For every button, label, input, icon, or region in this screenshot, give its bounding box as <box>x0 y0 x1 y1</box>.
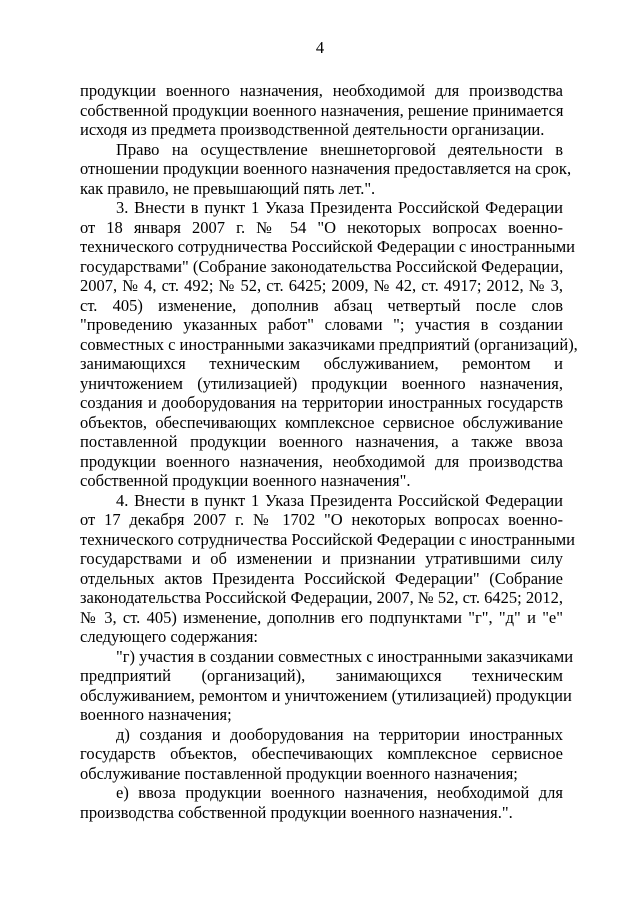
text-line: от 17 декабря 2007 г. № 1702 "О некоторых вопросах военно- <box>80 510 563 529</box>
text-line: совместных с иностранными заказчиками предприятий (организаций), <box>80 334 578 354</box>
text-line: предприятий (организаций), занимающихся техническим <box>80 666 563 685</box>
text-line: отношении продукции военного назначения предоставляется на срок, <box>80 159 572 178</box>
text-line: военного назначения; <box>80 705 232 724</box>
text-line: как правило, не превышающий пять лет.". <box>80 178 376 198</box>
text-line: государствами" (Собрание законодательства Российской Федерации, <box>80 256 564 276</box>
text-line: собственной продукции военного назначения". <box>80 471 411 490</box>
text-line: государствами и об изменении и признании утратившими силу <box>80 549 563 568</box>
text-line: е) ввоза продукции военного назначения, необходимой для <box>116 783 563 802</box>
text-line: следующего содержания: <box>80 627 259 646</box>
text-line: обслуживание поставленной продукции военного назначения; <box>80 763 518 783</box>
text-line: от 18 января 2007 г. № 54 "О некоторых вопросах военно- <box>80 217 563 237</box>
text-line: уничтожением (утилизацией) продукции военного назначения, <box>80 373 563 393</box>
text-line: д) создания и дооборудования на территории иностранных <box>116 724 563 744</box>
text-line: № 3, ст. 405) изменение, дополнив его подпунктами "г", "д" и "е" <box>80 607 563 627</box>
text-line: обслуживанием, ремонтом и уничтожением (утилизацией) продукции <box>80 685 572 705</box>
text-line: 4. Внести в пункт 1 Указа Президента Российской Федерации <box>116 490 563 510</box>
page-number: 4 <box>315 38 325 57</box>
text-line: технического сотрудничества Российской Федерации с иностранными <box>80 529 575 549</box>
text-line: отдельных актов Президента Российской Федерации" (Собрание <box>80 568 563 588</box>
text-line: собственной продукции военного назначения, решение принимается <box>80 100 564 120</box>
text-line: государств объектов, обеспечивающих комплексное сервисное <box>80 744 563 763</box>
text-line: 2007, № 4, ст. 492; № 52, ст. 6425; 2009, № 42, ст. 4917; 2012, № 3, <box>80 276 563 295</box>
text-line: продукции военного назначения, необходимой для производства <box>80 451 563 471</box>
text-line: ст. 405) изменение, дополнив абзац четвертый после слов <box>80 295 563 315</box>
text-line: Право на осуществление внешнеторговой деятельности в <box>116 139 563 159</box>
text-line: 3. Внести в пункт 1 Указа Президента Российской Федерации <box>116 198 563 217</box>
text-line: занимающихся техническим обслуживанием, ремонтом и <box>80 354 563 373</box>
text-line: объектов, обеспечивающих комплексное сервисное обслуживание <box>80 412 563 432</box>
text-line: законодательства Российской Федерации, 2007, № 52, ст. 6425; 2012, <box>80 588 563 607</box>
text-line: продукции военного назначения, необходимой для производства <box>80 81 563 100</box>
text-line: "г) участия в создании совместных с иностранными заказчиками <box>116 646 574 666</box>
text-line: технического сотрудничества Российской Федерации с иностранными <box>80 237 575 256</box>
text-line: производства собственной продукции военного назначения.". <box>80 802 513 822</box>
text-line: исходя из предмета производственной деятельности организации. <box>80 120 545 139</box>
text-line: поставленной продукции военного назначения, а также ввоза <box>80 432 563 451</box>
text-line: создания и дооборудования на территории иностранных государств <box>80 393 563 412</box>
text-line: "проведению указанных работ" словами "; участия в создании <box>80 315 563 334</box>
